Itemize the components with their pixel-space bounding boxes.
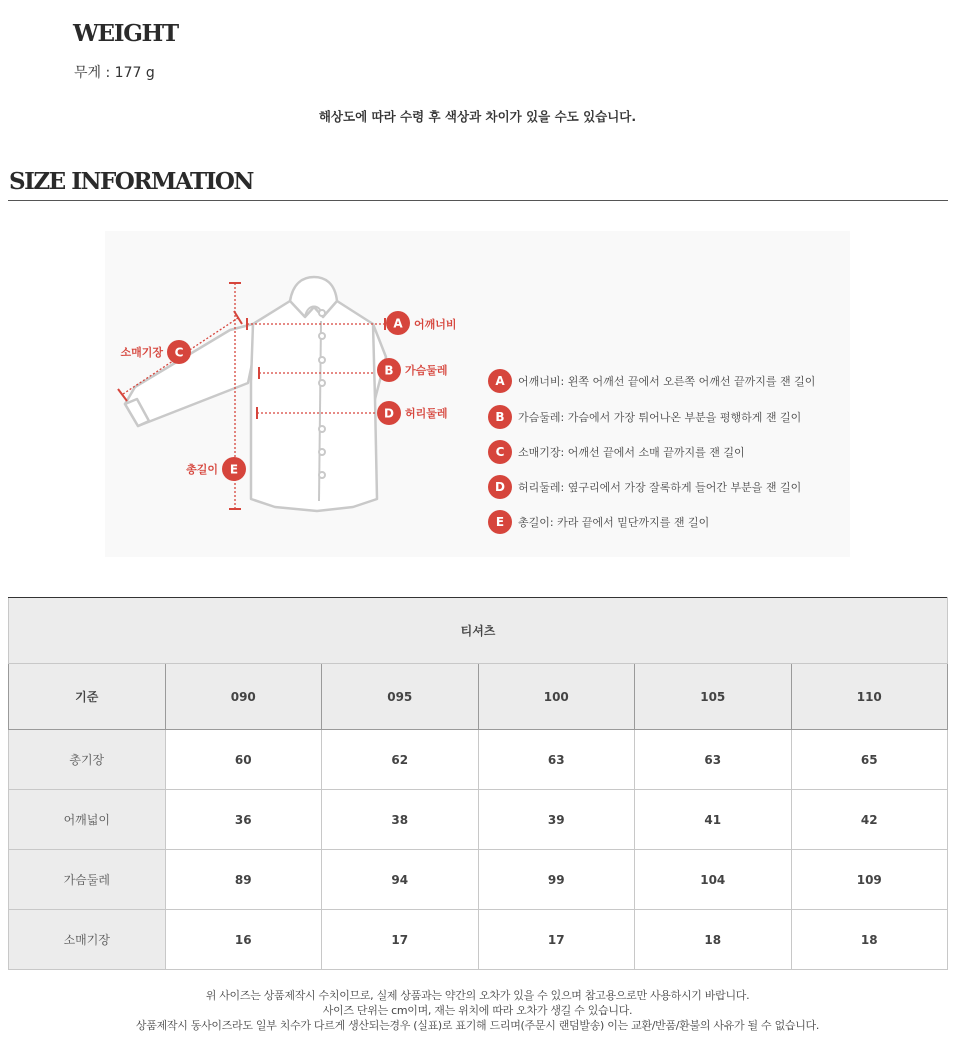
table-cell: 94 (322, 850, 479, 910)
legend-text-e: 총길이: 카라 끝에서 밑단까지를 잰 길이 (518, 516, 710, 529)
size-information-title: SIZE INFORMATION (9, 168, 253, 195)
legend-item-c (488, 440, 745, 464)
size-table (8, 597, 948, 970)
table-header-row (9, 664, 948, 730)
table-cell: 38 (322, 790, 479, 850)
header-size: 110 (791, 664, 948, 730)
table-cell: 39 (478, 790, 635, 850)
table-row (9, 910, 948, 970)
callout-d-label: 허리둘레 (405, 407, 448, 420)
weight-title: WEIGHT (73, 20, 178, 47)
callout-a-label: 어깨너비 (414, 318, 457, 331)
callout-c-letter: C (174, 345, 184, 360)
callout-b-label: 가슴둘레 (405, 364, 448, 377)
footnote-line-2: 사이즈 단위는 cm이며, 재는 위치에 따라 오차가 생길 수 있습니다. (322, 1004, 633, 1017)
table-cell: 17 (322, 910, 479, 970)
badge-d: D (488, 475, 512, 499)
table-category: 티셔츠 (9, 598, 948, 664)
header-size: 105 (635, 664, 792, 730)
badge-c: C (488, 440, 512, 464)
table-cell: 42 (791, 790, 948, 850)
table-cell: 18 (635, 910, 792, 970)
table-cell: 60 (165, 730, 322, 790)
header-size: 090 (165, 664, 322, 730)
row-label: 어깨넓이 (9, 790, 166, 850)
table-cell: 18 (791, 910, 948, 970)
badge-b: B (488, 405, 512, 429)
table-cell: 16 (165, 910, 322, 970)
row-label: 소매기장 (9, 910, 166, 970)
callout-a-letter: A (393, 316, 403, 331)
header-size: 095 (322, 664, 479, 730)
legend-text-c: 소매기장: 어깨선 끝에서 소매 끝까지를 잰 길이 (518, 446, 745, 459)
table-cell: 41 (635, 790, 792, 850)
table-cell: 36 (165, 790, 322, 850)
row-label: 총기장 (9, 730, 166, 790)
callout-b-letter: B (384, 363, 394, 378)
table-row (9, 790, 948, 850)
table-cell: 89 (165, 850, 322, 910)
color-notice: 해상도에 따라 수령 후 색상과 차이가 있을 수도 있습니다. (318, 109, 637, 124)
table-cell: 99 (478, 850, 635, 910)
legend-item-d (488, 475, 801, 499)
weight-value: 무게 : 177 g (74, 65, 155, 81)
table-category-row (9, 598, 948, 664)
callout-e-label: 총길이 (186, 463, 218, 476)
table-cell: 104 (635, 850, 792, 910)
badge-a: A (488, 369, 512, 393)
footnote-line-3: 상품제작시 동사이즈라도 일부 치수가 다르게 생산되는경우 (실표)로 표기해 드리며(주문시 랜덤발송) 이는 교환/반품/환불의 사유가 될 수 없습니다. (135, 1019, 820, 1032)
header-label: 기준 (9, 664, 166, 730)
legend-text-a: 어깨너비: 왼쪽 어깨선 끝에서 오른쪽 어깨선 끝까지를 잰 길이 (518, 375, 816, 388)
footnote-line-1: 위 사이즈는 상품제작시 수치이므로, 실제 상품과는 약간의 오차가 있을 수 있으며 참고용으로만 사용하시기 바랍니다. (205, 989, 750, 1002)
callout-d-letter: D (384, 406, 394, 421)
badge-e: E (488, 510, 512, 534)
section-divider (8, 200, 948, 201)
legend-text-b: 가슴둘레: 가슴에서 가장 튀어나온 부분을 평행하게 잰 길이 (518, 411, 802, 424)
row-label: 가슴둘레 (9, 850, 166, 910)
table-cell: 62 (322, 730, 479, 790)
shirt-body-shape (251, 301, 377, 511)
header-size: 100 (478, 664, 635, 730)
table-cell: 17 (478, 910, 635, 970)
callout-c-label: 소매기장 (120, 346, 163, 359)
callout-e-letter: E (229, 462, 239, 477)
legend-text-d: 허리둘레: 옆구리에서 가장 잘록하게 들어간 부분을 잰 길이 (518, 481, 802, 494)
legend-item-e (488, 510, 709, 534)
table-row (9, 850, 948, 910)
table-cell: 63 (478, 730, 635, 790)
legend-item-a (488, 369, 815, 393)
table-row (9, 730, 948, 790)
shirt-illustration (105, 231, 850, 557)
table-cell: 63 (635, 730, 792, 790)
table-cell: 109 (791, 850, 948, 910)
table-cell: 65 (791, 730, 948, 790)
size-diagram (105, 231, 850, 557)
legend-item-b (488, 405, 801, 429)
